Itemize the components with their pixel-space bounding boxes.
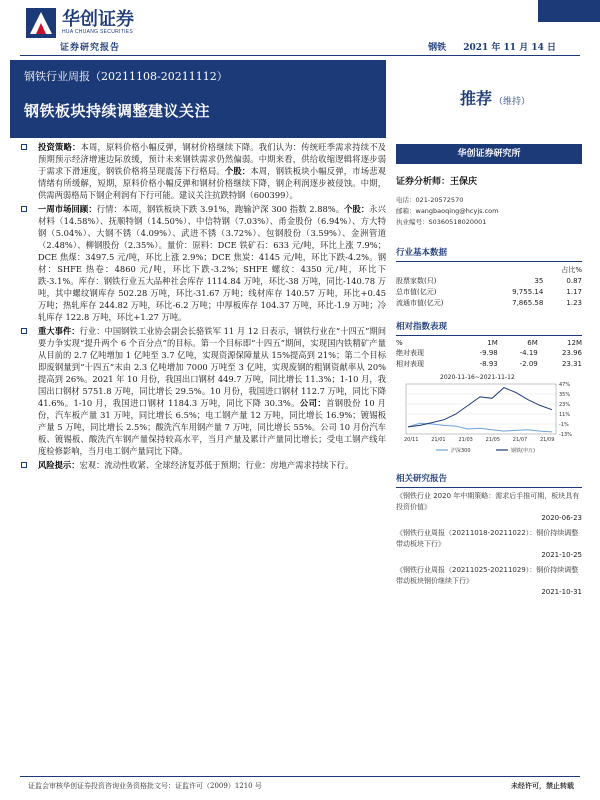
report-title: 钢铁板块持续调整建议关注 bbox=[24, 102, 211, 120]
table-header: 占比% bbox=[561, 265, 582, 274]
analyst-license: 执业编号：S0360518020001 bbox=[396, 218, 487, 226]
analyst-label: 证券分析师： bbox=[396, 177, 451, 187]
header-meta bbox=[414, 40, 556, 53]
x-tick-label: 21/01 bbox=[431, 437, 446, 443]
analyst-email: 邮箱：wangbaoqing@hcyjs.com bbox=[396, 207, 499, 215]
title-banner bbox=[10, 60, 386, 138]
paragraph-text: 宏观：流动性收紧、全球经济复苏低于预期；行业：房地产需求持续下行。 bbox=[79, 460, 354, 470]
bullet-icon bbox=[21, 462, 27, 468]
chart-title: 2020-11-16~2021-11-12 bbox=[440, 374, 515, 381]
related-report-date: 2021-10-31 bbox=[541, 588, 582, 596]
y-tick-label: 35% bbox=[559, 392, 571, 398]
performance-chart bbox=[396, 370, 582, 458]
related-list bbox=[396, 491, 582, 598]
table-row: 绝对表现 -9.98 -4.19 23.96 bbox=[396, 348, 582, 357]
paragraph-text: 行情：本周，钢铁板块下跌 3.91%，跑输沪深 300 指数 2.88%。 bbox=[96, 204, 345, 214]
report-body bbox=[20, 141, 386, 473]
report-date: 2021 年 11 月 14 日 bbox=[463, 43, 556, 53]
paragraph-text: 首钢股份 10 月份，汽车板产量 31 万吨，同比增长 6.5%；电工钢产量 12 万吨，同比增长 16.9%；镀锡板产量 5 万吨，同比增长 2.5%；酸洗汽车用钢产量 7 万吨，同比增长 55%。公司 10 月份汽车板、镀锡板、酸洗汽车钢产量保持较高水平，当月产量及累计产量同比增长；受电工钢产线年度检修影响，当月电工钢产量同比下降。 bbox=[38, 398, 386, 456]
logo-name: 华创证券 bbox=[62, 9, 134, 30]
related-report-date: 2021-10-25 bbox=[541, 551, 582, 559]
header-accent bbox=[538, 0, 600, 22]
y-tick-label: 23% bbox=[559, 402, 571, 408]
basics-title: 行业基本数据 bbox=[396, 246, 582, 262]
analyst-phone: 电话：021-20572570 bbox=[396, 196, 464, 204]
sidebar bbox=[396, 144, 582, 369]
series-line-1 bbox=[408, 388, 552, 427]
x-tick-label: 21/07 bbox=[512, 437, 528, 443]
paragraph-lead: 个股： bbox=[344, 204, 370, 214]
related-report-date: 2020-06-23 bbox=[541, 514, 582, 522]
paragraph-text: 永兴材料（14.58%）、抚顺特钢（14.50%）、中信特钢（7.03%）、甬金股份（6.94%）、方大特钢（5.04%）、大钢不锈（4.09%）、武进不锈（3.72%）、包钢股份（3.59%）、金洲管道（2.48%）、柳钢股份（2.35%）。量价：原料：DCE 铁矿石：633 元/吨，环比上涨 7.9%；DCE 焦煤：3497.5 元/吨，环比上涨 2.9%；DCE 焦炭：4145 元/吨，环比下跌-4.2%。钢材：SHFE 热卷：4860 元/吨，环比下跌-3.2%；SHFE 螺纹：4350 元/吨，环比下跌-3.1%。库存：钢铁行业五大品种社会库存 1114.84 万吨，环比-38 万吨，同比-140.78 万吨，其中螺纹钢库存 502.28 万吨，环比-31.67 万吨；线材库存 140.57 万吨，环比+0.45 万吨；热轧库存 244.82 万吨，环比-6.2 万吨；中厚板库存 104.37 万吨，环比-1.9 万吨；冷轧库存 122.8 万吨，环比+1.27 万吨。 bbox=[38, 204, 386, 322]
paragraph-risk bbox=[20, 459, 386, 471]
paragraph-text: 本周，钢铁板块小幅反弹，市场悲观情绪有所缓解，短期，原料价格小幅反弹和钢材价格继续下降，钢企利润逐步被侵蚀。中期，供需两弱格局下钢企利润有下行可能。建议关注抗跌特钢（600399）。 bbox=[38, 166, 386, 200]
logo-icon bbox=[26, 8, 56, 38]
table-row: 股票家数(只) 35 0.87 bbox=[396, 276, 582, 285]
paragraph-lead: 风险提示： bbox=[38, 460, 80, 470]
table-row: 流通市值(亿元) 7,865.58 1.23 bbox=[396, 298, 582, 307]
paragraph-lead: 重大事件： bbox=[38, 326, 80, 336]
table-row: 相对表现 -8.93 -2.09 23.31 bbox=[396, 359, 582, 368]
analyst bbox=[396, 174, 582, 187]
chart-frame bbox=[406, 384, 556, 434]
x-tick-label: 20/11 bbox=[404, 437, 419, 443]
bullet-icon bbox=[21, 328, 27, 334]
x-tick-label: 21/05 bbox=[485, 437, 501, 443]
rating-note: （维持） bbox=[494, 97, 531, 107]
rating bbox=[460, 86, 530, 109]
paragraph-strategy bbox=[20, 141, 386, 201]
legend-label: 钢铁(申万) bbox=[511, 448, 535, 454]
series-line-0 bbox=[408, 423, 552, 432]
company-logo bbox=[26, 8, 134, 38]
basics-table bbox=[396, 264, 582, 308]
footer-divider bbox=[20, 776, 580, 777]
paragraph-lead: 公司： bbox=[299, 398, 327, 408]
paragraph-lead: 一周市场回顾： bbox=[38, 204, 97, 214]
research-team: 华创证券研究所 bbox=[396, 144, 582, 164]
footer-notice: 未经许可，禁止转载 bbox=[511, 781, 574, 790]
paragraph-text: 本周，原料价格小幅反弹，钢材价格继续下降。我们认为：传统旺季需求持续不及预期预示经济增速边际放缓，预计未来钢铁需求仍然偏弱。中期来看，供给收缩逻辑将逐步弱于需求下滑速度，钢铁价格将呈现震荡下行格局。 bbox=[38, 142, 386, 176]
related-report-link[interactable]: 《钢铁行业周报（20211018-20211022）：钢价持续调整带动板块下行》 bbox=[396, 529, 579, 548]
paragraph-lead: 投资策略： bbox=[38, 142, 81, 152]
paragraph-lead: 个股： bbox=[224, 166, 251, 176]
perf-table bbox=[396, 338, 582, 369]
bullet-icon bbox=[21, 144, 27, 150]
y-tick-label: 11% bbox=[559, 412, 571, 418]
y-tick-label: -1% bbox=[559, 422, 569, 428]
analyst-name: 王保庆 bbox=[450, 177, 478, 187]
paragraph-market-review bbox=[20, 203, 386, 323]
related-report-link[interactable]: 《钢铁行业周报（20211025-20211029）：钢价持续调整带动板块钢价继续下行》 bbox=[396, 566, 579, 585]
bullet-icon bbox=[21, 206, 27, 212]
industry-label: 钢铁 bbox=[428, 43, 447, 53]
legend-label: 沪深300 bbox=[451, 448, 471, 454]
rating-label: 推荐 bbox=[460, 89, 493, 108]
footer-license: 证监会审核华创证券投资咨询业务资格批文号：证监许可（2009）1210 号 bbox=[28, 782, 262, 790]
table-header: % 1M 6M 12M bbox=[396, 338, 582, 347]
related-report-link[interactable]: 《钢铁行业 2020 年中期策略：需求后手推可期，板块具有投资价值》 bbox=[396, 492, 580, 511]
y-tick-label: -13% bbox=[559, 432, 572, 438]
logo-name-en: HUA CHUANG SECURITIES bbox=[62, 29, 134, 35]
perf-title: 相对指数表现 bbox=[396, 320, 582, 336]
y-tick-label: 47% bbox=[559, 382, 571, 388]
paragraph-text: 行业：中国钢铁工业协会副会长骆铁军 11 月 12 日表示，钢铁行业在“十四五”期间要力争实现“提升两个 6 个百分点”的目标。第一个目标即“十四五”期间，实现国内铁精矿产量从目前的 2.7 亿吨增加 1 亿吨至 3.7 亿吨，实现资源保障量从 15%提高到 21%；第二个目标即废钢量到“十四五”末由 2.3 亿吨增加 7000 万吨至 3 亿吨，实现废钢的粗钢资献率从 20%提高到 26%。2021 年 10 月份，我国出口钢材 449.7 万吨，同比增长 11.3%；1-10 月，我国出口钢材 5751.8 万吨，同比增长 29.5%。10 月份，我国进口钢材 112.7 万吨，同比下降 41.6%。1-10 月，我国进口钢材 1184.3 万吨，同比下降 30.3%。 bbox=[38, 326, 386, 408]
report-subtitle: 钢铁行业周报（20211108-20211112） bbox=[24, 70, 228, 83]
paragraph-events bbox=[20, 325, 386, 457]
x-tick-label: 21/03 bbox=[458, 437, 473, 443]
header-divider bbox=[20, 55, 580, 56]
table-row: 总市值(亿元) 9,755.14 1.17 bbox=[396, 287, 582, 296]
related-reports bbox=[396, 472, 582, 602]
report-type: 证券研究报告 bbox=[60, 43, 121, 53]
x-tick-label: 21/09 bbox=[540, 437, 555, 443]
analyst-contact bbox=[396, 195, 582, 228]
related-title: 相关研究报告 bbox=[396, 472, 582, 488]
